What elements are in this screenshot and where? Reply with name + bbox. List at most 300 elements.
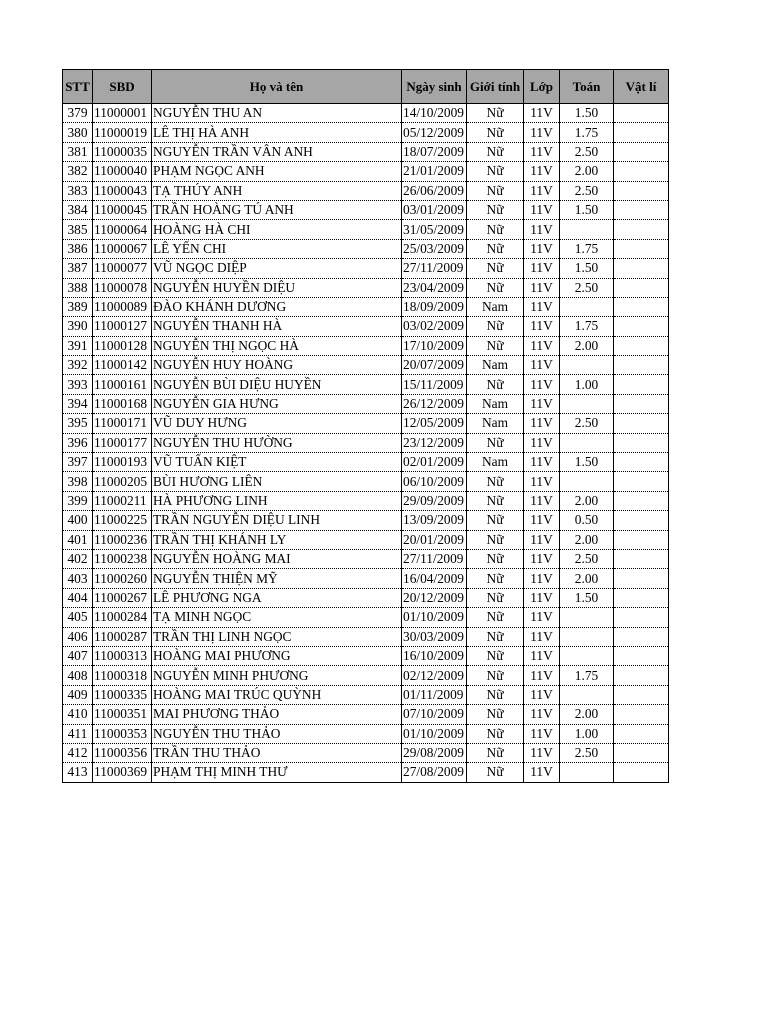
- cell-gender: Nữ: [467, 278, 524, 297]
- table-row: [63, 666, 669, 685]
- cell-full-name: VŨ TUẤN KIỆT: [152, 453, 402, 472]
- cell-sbd: 11000356: [93, 743, 152, 762]
- cell-birth-date: 01/10/2009: [402, 724, 467, 743]
- table-row: [63, 200, 669, 219]
- cell-physics: [614, 763, 669, 782]
- cell-gender: Nữ: [467, 588, 524, 607]
- cell-class: 11V: [524, 453, 560, 472]
- table-row: [63, 336, 669, 355]
- cell-sbd: 11000019: [93, 123, 152, 142]
- cell-full-name: NGUYỄN THANH HÀ: [152, 317, 402, 336]
- cell-birth-date: 06/10/2009: [402, 472, 467, 491]
- cell-stt: 392: [63, 356, 93, 375]
- cell-birth-date: 31/05/2009: [402, 220, 467, 239]
- cell-math: 1.75: [560, 317, 614, 336]
- cell-full-name: NGUYỄN HUYỀN DIỆU: [152, 278, 402, 297]
- cell-gender: Nữ: [467, 743, 524, 762]
- cell-full-name: NGUYỄN HUY HOÀNG: [152, 356, 402, 375]
- cell-stt: 395: [63, 414, 93, 433]
- cell-sbd: 11000043: [93, 181, 152, 200]
- cell-full-name: NGUYỄN MINH PHƯƠNG: [152, 666, 402, 685]
- cell-full-name: LÊ THỊ HÀ ANH: [152, 123, 402, 142]
- cell-full-name: ĐÀO KHÁNH DƯƠNG: [152, 297, 402, 316]
- table-row: [63, 394, 669, 413]
- cell-gender: Nữ: [467, 511, 524, 530]
- cell-gender: Nam: [467, 394, 524, 413]
- cell-math: [560, 394, 614, 413]
- table-row: [63, 375, 669, 394]
- cell-math: 2.50: [560, 278, 614, 297]
- cell-physics: [614, 608, 669, 627]
- cell-birth-date: 21/01/2009: [402, 162, 467, 181]
- cell-sbd: 11000313: [93, 646, 152, 665]
- cell-physics: [614, 724, 669, 743]
- cell-physics: [614, 297, 669, 316]
- cell-sbd: 11000236: [93, 530, 152, 549]
- cell-stt: 391: [63, 336, 93, 355]
- cell-gender: Nữ: [467, 646, 524, 665]
- cell-gender: Nữ: [467, 763, 524, 782]
- cell-math: [560, 763, 614, 782]
- cell-class: 11V: [524, 394, 560, 413]
- cell-class: 11V: [524, 646, 560, 665]
- cell-full-name: TRẦN THỊ LINH NGỌC: [152, 627, 402, 646]
- cell-physics: [614, 104, 669, 123]
- cell-birth-date: 20/07/2009: [402, 356, 467, 375]
- cell-physics: [614, 394, 669, 413]
- cell-class: 11V: [524, 220, 560, 239]
- cell-math: 0.50: [560, 511, 614, 530]
- cell-class: 11V: [524, 375, 560, 394]
- cell-class: 11V: [524, 433, 560, 452]
- cell-full-name: TRẦN THỊ KHÁNH LY: [152, 530, 402, 549]
- cell-gender: Nữ: [467, 162, 524, 181]
- cell-math: 2.00: [560, 491, 614, 510]
- cell-sbd: 11000127: [93, 317, 152, 336]
- table-row: [63, 743, 669, 762]
- cell-stt: 382: [63, 162, 93, 181]
- table-row: [63, 549, 669, 568]
- cell-physics: [614, 239, 669, 258]
- cell-gender: Nữ: [467, 317, 524, 336]
- cell-physics: [614, 220, 669, 239]
- cell-birth-date: 20/12/2009: [402, 588, 467, 607]
- cell-sbd: 11000351: [93, 705, 152, 724]
- cell-sbd: 11000077: [93, 259, 152, 278]
- cell-full-name: NGUYỄN TRẦN VÂN ANH: [152, 142, 402, 161]
- cell-sbd: 11000035: [93, 142, 152, 161]
- cell-physics: [614, 549, 669, 568]
- cell-full-name: NGUYỄN THU THẢO: [152, 724, 402, 743]
- cell-class: 11V: [524, 549, 560, 568]
- header-row: [63, 70, 669, 104]
- cell-math: [560, 685, 614, 704]
- cell-stt: 383: [63, 181, 93, 200]
- cell-physics: [614, 375, 669, 394]
- cell-math: 2.50: [560, 549, 614, 568]
- cell-math: 2.50: [560, 181, 614, 200]
- cell-gender: Nữ: [467, 666, 524, 685]
- cell-physics: [614, 259, 669, 278]
- cell-birth-date: 18/09/2009: [402, 297, 467, 316]
- cell-gender: Nữ: [467, 142, 524, 161]
- cell-class: 11V: [524, 511, 560, 530]
- cell-gender: Nữ: [467, 549, 524, 568]
- cell-class: 11V: [524, 162, 560, 181]
- cell-stt: 404: [63, 588, 93, 607]
- cell-physics: [614, 336, 669, 355]
- cell-physics: [614, 511, 669, 530]
- cell-class: 11V: [524, 472, 560, 491]
- table-row: [63, 142, 669, 161]
- cell-physics: [614, 356, 669, 375]
- table-row: [63, 123, 669, 142]
- cell-full-name: LÊ YẾN CHI: [152, 239, 402, 258]
- cell-class: 11V: [524, 104, 560, 123]
- cell-stt: 388: [63, 278, 93, 297]
- cell-birth-date: 26/12/2009: [402, 394, 467, 413]
- cell-stt: 411: [63, 724, 93, 743]
- cell-sbd: 11000260: [93, 569, 152, 588]
- cell-gender: Nam: [467, 297, 524, 316]
- cell-birth-date: 16/10/2009: [402, 646, 467, 665]
- cell-math: 1.00: [560, 375, 614, 394]
- cell-physics: [614, 472, 669, 491]
- cell-sbd: 11000318: [93, 666, 152, 685]
- table-row: [63, 705, 669, 724]
- cell-stt: 379: [63, 104, 93, 123]
- cell-stt: 394: [63, 394, 93, 413]
- cell-birth-date: 03/02/2009: [402, 317, 467, 336]
- cell-physics: [614, 627, 669, 646]
- cell-sbd: 11000284: [93, 608, 152, 627]
- cell-full-name: NGUYỄN BÙI DIỆU HUYỀN: [152, 375, 402, 394]
- cell-gender: Nữ: [467, 472, 524, 491]
- cell-class: 11V: [524, 685, 560, 704]
- cell-math: 1.50: [560, 453, 614, 472]
- cell-sbd: 11000287: [93, 627, 152, 646]
- cell-math: [560, 608, 614, 627]
- cell-stt: 405: [63, 608, 93, 627]
- cell-birth-date: 23/04/2009: [402, 278, 467, 297]
- cell-birth-date: 07/10/2009: [402, 705, 467, 724]
- cell-sbd: 11000064: [93, 220, 152, 239]
- cell-physics: [614, 685, 669, 704]
- cell-class: 11V: [524, 491, 560, 510]
- cell-class: 11V: [524, 743, 560, 762]
- cell-gender: Nữ: [467, 705, 524, 724]
- table-row: [63, 646, 669, 665]
- cell-sbd: 11000089: [93, 297, 152, 316]
- cell-full-name: VŨ DUY HƯNG: [152, 414, 402, 433]
- table-row: [63, 181, 669, 200]
- cell-math: 2.00: [560, 705, 614, 724]
- cell-gender: Nữ: [467, 220, 524, 239]
- cell-sbd: 11000040: [93, 162, 152, 181]
- header-stt: STT: [63, 70, 93, 104]
- cell-math: [560, 433, 614, 452]
- table-row: [63, 162, 669, 181]
- header-gender: Giới tính: [467, 70, 524, 104]
- table-row: [63, 724, 669, 743]
- cell-physics: [614, 123, 669, 142]
- cell-class: 11V: [524, 588, 560, 607]
- cell-gender: Nữ: [467, 724, 524, 743]
- cell-birth-date: 27/08/2009: [402, 763, 467, 782]
- cell-gender: Nữ: [467, 433, 524, 452]
- cell-birth-date: 02/01/2009: [402, 453, 467, 472]
- cell-full-name: HÀ PHƯƠNG LINH: [152, 491, 402, 510]
- cell-sbd: 11000205: [93, 472, 152, 491]
- cell-class: 11V: [524, 356, 560, 375]
- cell-birth-date: 05/12/2009: [402, 123, 467, 142]
- cell-gender: Nam: [467, 414, 524, 433]
- cell-full-name: MAI PHƯƠNG THẢO: [152, 705, 402, 724]
- cell-stt: 403: [63, 569, 93, 588]
- cell-full-name: TẠ THÚY ANH: [152, 181, 402, 200]
- cell-stt: 385: [63, 220, 93, 239]
- cell-stt: 412: [63, 743, 93, 762]
- cell-birth-date: 25/03/2009: [402, 239, 467, 258]
- cell-full-name: HOÀNG MAI TRÚC QUỲNH: [152, 685, 402, 704]
- cell-birth-date: 23/12/2009: [402, 433, 467, 452]
- cell-physics: [614, 666, 669, 685]
- cell-full-name: HOÀNG HÀ CHI: [152, 220, 402, 239]
- cell-stt: 396: [63, 433, 93, 452]
- cell-physics: [614, 317, 669, 336]
- cell-physics: [614, 743, 669, 762]
- cell-class: 11V: [524, 123, 560, 142]
- cell-sbd: 11000238: [93, 549, 152, 568]
- cell-stt: 402: [63, 549, 93, 568]
- cell-class: 11V: [524, 297, 560, 316]
- cell-physics: [614, 646, 669, 665]
- cell-class: 11V: [524, 142, 560, 161]
- cell-physics: [614, 705, 669, 724]
- cell-birth-date: 20/01/2009: [402, 530, 467, 549]
- cell-math: [560, 472, 614, 491]
- cell-class: 11V: [524, 181, 560, 200]
- cell-physics: [614, 569, 669, 588]
- cell-sbd: 11000353: [93, 724, 152, 743]
- cell-physics: [614, 491, 669, 510]
- cell-birth-date: 29/08/2009: [402, 743, 467, 762]
- cell-class: 11V: [524, 336, 560, 355]
- cell-sbd: 11000168: [93, 394, 152, 413]
- cell-gender: Nữ: [467, 123, 524, 142]
- cell-full-name: TẠ MINH NGỌC: [152, 608, 402, 627]
- cell-physics: [614, 142, 669, 161]
- table-row: [63, 356, 669, 375]
- cell-stt: 380: [63, 123, 93, 142]
- cell-gender: Nữ: [467, 181, 524, 200]
- table-row: [63, 511, 669, 530]
- cell-math: [560, 627, 614, 646]
- cell-full-name: NGUYỄN THIỆN MỸ: [152, 569, 402, 588]
- table-row: [63, 104, 669, 123]
- cell-class: 11V: [524, 705, 560, 724]
- cell-stt: 407: [63, 646, 93, 665]
- table-row: [63, 453, 669, 472]
- cell-stt: 393: [63, 375, 93, 394]
- cell-gender: Nữ: [467, 239, 524, 258]
- cell-stt: 390: [63, 317, 93, 336]
- cell-physics: [614, 162, 669, 181]
- cell-stt: 386: [63, 239, 93, 258]
- cell-full-name: NGUYỄN THỊ NGỌC HÀ: [152, 336, 402, 355]
- cell-full-name: NGUYỄN HOÀNG MAI: [152, 549, 402, 568]
- cell-class: 11V: [524, 200, 560, 219]
- cell-sbd: 11000369: [93, 763, 152, 782]
- cell-full-name: LÊ PHƯƠNG NGA: [152, 588, 402, 607]
- cell-stt: 401: [63, 530, 93, 549]
- cell-physics: [614, 530, 669, 549]
- cell-stt: 399: [63, 491, 93, 510]
- cell-sbd: 11000078: [93, 278, 152, 297]
- table-row: [63, 259, 669, 278]
- cell-math: 1.50: [560, 588, 614, 607]
- cell-birth-date: 03/01/2009: [402, 200, 467, 219]
- cell-sbd: 11000161: [93, 375, 152, 394]
- cell-physics: [614, 433, 669, 452]
- cell-gender: Nữ: [467, 259, 524, 278]
- table-row: [63, 297, 669, 316]
- cell-physics: [614, 200, 669, 219]
- cell-math: 1.50: [560, 259, 614, 278]
- cell-gender: Nam: [467, 356, 524, 375]
- cell-physics: [614, 588, 669, 607]
- cell-sbd: 11000045: [93, 200, 152, 219]
- cell-math: [560, 220, 614, 239]
- cell-stt: 410: [63, 705, 93, 724]
- cell-class: 11V: [524, 317, 560, 336]
- cell-full-name: NGUYỄN THU HƯỜNG: [152, 433, 402, 452]
- cell-sbd: 11000267: [93, 588, 152, 607]
- cell-class: 11V: [524, 530, 560, 549]
- cell-full-name: PHẠM NGỌC ANH: [152, 162, 402, 181]
- header-class: Lớp: [524, 70, 560, 104]
- cell-math: 2.50: [560, 743, 614, 762]
- cell-physics: [614, 414, 669, 433]
- cell-birth-date: 29/09/2009: [402, 491, 467, 510]
- table-row: [63, 433, 669, 452]
- table-row: [63, 763, 669, 782]
- cell-full-name: NGUYỄN THU AN: [152, 104, 402, 123]
- cell-math: 2.00: [560, 569, 614, 588]
- cell-sbd: 11000177: [93, 433, 152, 452]
- table-row: [63, 608, 669, 627]
- header-birth-date: Ngày sinh: [402, 70, 467, 104]
- table-row: [63, 239, 669, 258]
- cell-stt: 387: [63, 259, 93, 278]
- cell-birth-date: 27/11/2009: [402, 549, 467, 568]
- cell-full-name: TRẦN NGUYỄN DIỆU LINH: [152, 511, 402, 530]
- cell-class: 11V: [524, 569, 560, 588]
- cell-birth-date: 13/09/2009: [402, 511, 467, 530]
- table-row: [63, 278, 669, 297]
- cell-stt: 406: [63, 627, 93, 646]
- cell-math: 2.00: [560, 530, 614, 549]
- cell-birth-date: 14/10/2009: [402, 104, 467, 123]
- table-row: [63, 569, 669, 588]
- cell-stt: 398: [63, 472, 93, 491]
- cell-class: 11V: [524, 724, 560, 743]
- cell-birth-date: 17/10/2009: [402, 336, 467, 355]
- cell-math: 2.00: [560, 336, 614, 355]
- cell-stt: 400: [63, 511, 93, 530]
- cell-math: 1.50: [560, 200, 614, 219]
- cell-sbd: 11000142: [93, 356, 152, 375]
- cell-full-name: TRẦN HOÀNG TÚ ANH: [152, 200, 402, 219]
- cell-gender: Nam: [467, 453, 524, 472]
- score-table: [62, 69, 669, 783]
- table-row: [63, 491, 669, 510]
- cell-full-name: NGUYỄN GIA HƯNG: [152, 394, 402, 413]
- cell-full-name: VŨ NGỌC DIỆP: [152, 259, 402, 278]
- header-physics: Vật lí: [614, 70, 669, 104]
- table-row: [63, 472, 669, 491]
- cell-class: 11V: [524, 239, 560, 258]
- table-row: [63, 414, 669, 433]
- cell-physics: [614, 181, 669, 200]
- cell-birth-date: 18/07/2009: [402, 142, 467, 161]
- cell-physics: [614, 453, 669, 472]
- cell-sbd: 11000193: [93, 453, 152, 472]
- cell-stt: 384: [63, 200, 93, 219]
- table-row: [63, 317, 669, 336]
- cell-math: 2.50: [560, 414, 614, 433]
- cell-sbd: 11000171: [93, 414, 152, 433]
- cell-gender: Nữ: [467, 685, 524, 704]
- cell-stt: 413: [63, 763, 93, 782]
- cell-math: 2.00: [560, 162, 614, 181]
- cell-class: 11V: [524, 627, 560, 646]
- cell-sbd: 11000335: [93, 685, 152, 704]
- table-row: [63, 588, 669, 607]
- cell-stt: 408: [63, 666, 93, 685]
- cell-class: 11V: [524, 666, 560, 685]
- cell-birth-date: 01/11/2009: [402, 685, 467, 704]
- cell-birth-date: 27/11/2009: [402, 259, 467, 278]
- cell-math: 1.00: [560, 724, 614, 743]
- cell-birth-date: 15/11/2009: [402, 375, 467, 394]
- cell-birth-date: 26/06/2009: [402, 181, 467, 200]
- table-row: [63, 530, 669, 549]
- cell-gender: Nữ: [467, 569, 524, 588]
- header-math: Toán: [560, 70, 614, 104]
- cell-full-name: HOÀNG MAI PHƯƠNG: [152, 646, 402, 665]
- cell-math: 1.50: [560, 104, 614, 123]
- cell-gender: Nữ: [467, 627, 524, 646]
- cell-class: 11V: [524, 763, 560, 782]
- table-row: [63, 627, 669, 646]
- cell-gender: Nữ: [467, 200, 524, 219]
- cell-full-name: PHẠM THỊ MINH THƯ: [152, 763, 402, 782]
- cell-birth-date: 01/10/2009: [402, 608, 467, 627]
- cell-gender: Nữ: [467, 608, 524, 627]
- table-row: [63, 685, 669, 704]
- cell-stt: 389: [63, 297, 93, 316]
- cell-birth-date: 30/03/2009: [402, 627, 467, 646]
- cell-full-name: BÙI HƯƠNG LIÊN: [152, 472, 402, 491]
- cell-class: 11V: [524, 278, 560, 297]
- cell-physics: [614, 278, 669, 297]
- cell-math: 2.50: [560, 142, 614, 161]
- cell-birth-date: 02/12/2009: [402, 666, 467, 685]
- cell-gender: Nữ: [467, 530, 524, 549]
- table-row: [63, 220, 669, 239]
- cell-math: 1.75: [560, 666, 614, 685]
